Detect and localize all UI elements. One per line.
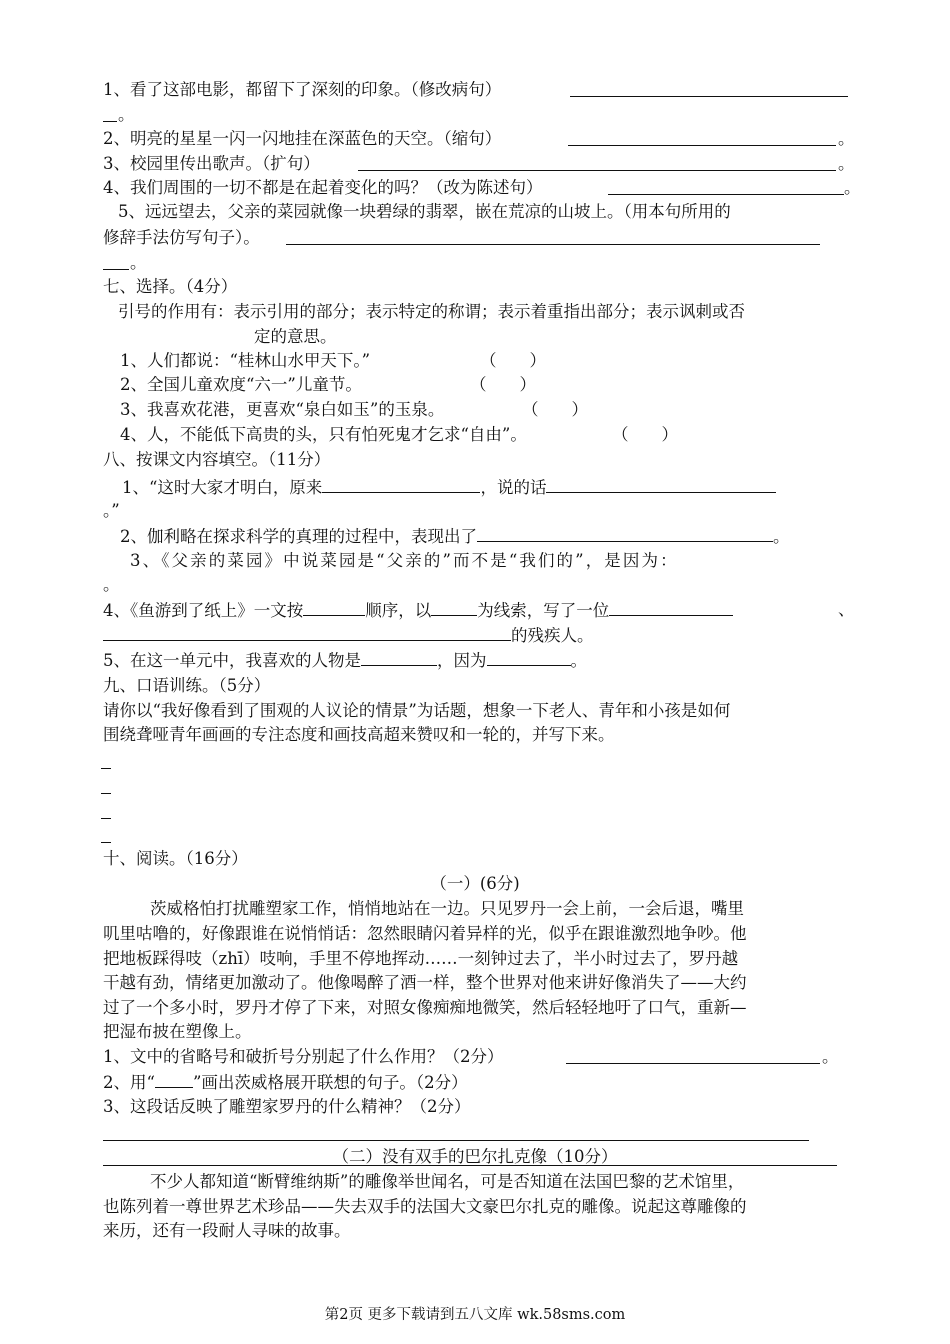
s7-item-3-paren[interactable]: （ ） [522, 400, 588, 419]
s7-item-1-paren[interactable]: （ ） [480, 351, 546, 370]
s7-intro-line1: 引号的作用有：表示引用的部分；表示特定的称谓；表示着重指出部分；表示讽刺或否 [118, 302, 745, 321]
s9-answer-line-2[interactable] [101, 793, 111, 794]
s9-answer-line-4[interactable] [101, 842, 111, 843]
s8-q1-blank-2[interactable] [546, 476, 776, 493]
s8-q4-comma: 、 [838, 600, 855, 619]
s10-q2-part-b: ”画出茨威格展开联想的句子。（2分） [192, 1073, 468, 1092]
s8-q3: 3、《父亲的菜园》中说菜园是“父亲的”而不是“我们的”，是因为： [130, 551, 679, 570]
s8-title: 八、按课文内容填空。（11分） [103, 450, 331, 469]
s7-item-1 [120, 350, 370, 372]
s10-q1: 1、文中的省略号和破折号分别起了什么作用？（2分） [103, 1047, 504, 1066]
s8-q4-blank-4[interactable] [103, 624, 511, 641]
s8-q5-end: 。 [570, 651, 587, 670]
s10-q3-answer-line-1[interactable] [103, 1140, 809, 1141]
s8-q4 [103, 599, 733, 622]
s10-part1-title: （一）(6分) [430, 874, 520, 893]
s7-item-3: 3、我喜欢花港，更喜欢“泉白如玉”的玉泉。 [120, 400, 445, 419]
s8-q5-part-b: ，因为 [437, 651, 487, 670]
s7-item-1-text: 1、人们都说：“桂林山水甲天下。” [120, 351, 371, 370]
s6-q4-end: 。 [844, 178, 861, 197]
s7-item-2-paren[interactable]: （ ） [470, 375, 536, 394]
s9-answer-line-3[interactable] [101, 818, 111, 819]
s6-q4: 4、我们周围的一切不都是在起着变化的吗？（改为陈述句） [103, 178, 543, 197]
s8-q4-part-b: 顺序，以 [365, 601, 432, 620]
s7-item-4-paren[interactable]: （ ） [612, 425, 678, 444]
s8-q4-blank-1[interactable] [303, 599, 365, 616]
s8-q4-part-c: 为线索，写了一位 [477, 601, 610, 620]
s8-q1 [122, 476, 776, 499]
s10-q3: 3、这段话反映了雕塑家罗丹的什么精神？（2分） [103, 1097, 471, 1116]
s9-prompt-line1: 请你以“我好像看到了围观的人议论的情景”为话题，想象一下老人、青年和小孩是如何 [103, 701, 731, 720]
s7-title: 七、选择。（4分） [103, 277, 238, 296]
s6-q5-answer-line-cont[interactable] [103, 269, 129, 270]
s6-q1 [103, 79, 501, 101]
s6-q5-line2: 修辞手法仿写句子）。 [103, 228, 260, 247]
s10-passage-line-1: 茨威格怕打扰雕塑家工作，悄悄地站在一边。只见罗丹一会上前，一会后退，嘴里 [150, 899, 744, 918]
s10-passage-line-3: 把地板踩得吱（zhī）吱响，手里不停地挥动……一刻钟过去了，半小时过去了，罗丹越 [103, 949, 739, 968]
s10-title: 十、阅读。（16分） [103, 849, 248, 868]
s8-q4-line2 [103, 624, 594, 647]
s10-passage2-line-1: 不少人都知道“断臂维纳斯”的雕像举世闻名，可是否知道在法国巴黎的艺术馆里， [150, 1172, 745, 1191]
s7-intro-line2: 定的意思。 [254, 327, 337, 346]
s8-q5-part-a: 5、在这一单元中，我喜欢的人物是 [103, 651, 361, 670]
s8-q2 [120, 525, 790, 548]
s10-q1-end: 。 [822, 1047, 839, 1066]
s6-q5-line1: 5、远远望去，父亲的菜园就像一块碧绿的翡翠，嵌在荒凉的山坡上。（用本句所用的 [118, 202, 731, 221]
s6-q2-end: 。 [838, 129, 855, 148]
s10-passage-line-4: 干越有劲，情绪更加激动了。他像喝醉了酒一样，整个世界对他来讲好像消失了——大约 [103, 973, 747, 992]
s8-q5-blank-1[interactable] [361, 649, 437, 666]
s8-q4-blank-2[interactable] [431, 599, 477, 616]
s6-q3-answer-line[interactable] [358, 170, 836, 171]
s10-q2 [103, 1071, 468, 1094]
s10-passage-line-2: 叽里咕噜的，好像跟谁在说悄悄话：忽然眼睛闪着异样的光，似乎在跟谁激烈地争吵。他 [103, 924, 747, 943]
s8-q1-part-a: 1、“这时大家才明白，原来 [122, 478, 323, 497]
s10-passage2-line-2: 也陈列着一尊世界艺术珍品——失去双手的法国大文豪巴尔扎克的雕像。说起这尊雕像的 [103, 1197, 747, 1216]
s8-q5-blank-2[interactable] [487, 649, 571, 666]
s10-q2-underline-sample [155, 1071, 193, 1088]
s10-passage-line-5: 过了一个多小时，罗丹才停了下来，对照女像痴痴地微笑，然后轻轻地吁了口气，重新— [103, 998, 747, 1017]
s10-passage-line-6: 把湿布披在塑像上。 [103, 1022, 252, 1041]
s8-q4-part-e: 的残疾人。 [511, 626, 594, 645]
s8-q2-blank[interactable] [477, 525, 773, 542]
s8-q2-end: 。 [773, 527, 790, 546]
s10-q1-answer-line[interactable] [566, 1063, 820, 1064]
s8-q1-end: 。” [103, 501, 120, 520]
s9-answer-line-1[interactable] [101, 768, 111, 769]
s6-q3-end: 。 [838, 154, 855, 173]
s8-q1-blank-1[interactable] [322, 476, 480, 493]
s6-q1-text: 1、看了这部电影，都留下了深刻的印象。（修改病句） [103, 80, 502, 99]
s6-q2-answer-line[interactable] [568, 145, 836, 146]
s8-q1-part-b: ，说的话 [480, 478, 547, 497]
s8-q5 [103, 649, 587, 672]
s8-q4-part-a: 4、《鱼游到了纸上》一文按 [103, 601, 304, 620]
s8-q4-blank-3[interactable] [609, 599, 733, 616]
s6-q3: 3、校园里传出歌声。（扩句） [103, 154, 320, 173]
s9-title: 九、口语训练。（5分） [103, 676, 271, 695]
s10-part2-title: （二）没有双手的巴尔扎克像（10分） [332, 1147, 618, 1166]
s10-q2-part-a: 2、用“ [103, 1073, 155, 1092]
s6-q1-end: 。 [118, 105, 135, 124]
s6-q4-answer-line[interactable] [608, 194, 844, 195]
s8-q3-end: 。 [103, 575, 120, 594]
s6-q1-answer-line[interactable] [570, 96, 848, 97]
page-footer: 第2页 更多下载请到五八文库 wk.58sms.com [324, 1307, 626, 1323]
s6-q2: 2、明亮的星星一闪一闪地挂在深蓝色的天空。（缩句） [103, 129, 502, 148]
s9-prompt-line2: 围绕聋哑青年画画的专注态度和画技高超来赞叹和一轮的，并写下来。 [103, 725, 615, 744]
s6-q5-answer-line[interactable] [286, 244, 820, 245]
s6-q1-answer-line-cont[interactable] [103, 121, 117, 122]
s8-q2-text: 2、伽利略在探求科学的真理的过程中，表现出了 [120, 527, 477, 546]
s7-item-2: 2、全国儿童欢度“六一”儿童节。 [120, 375, 362, 394]
s6-q5-end: 。 [130, 253, 147, 272]
s7-item-4: 4、人，不能低下高贵的头，只有怕死鬼才乞求“自由”。 [120, 425, 527, 444]
s10-passage2-line-3: 来历，还有一段耐人寻味的故事。 [103, 1221, 351, 1240]
